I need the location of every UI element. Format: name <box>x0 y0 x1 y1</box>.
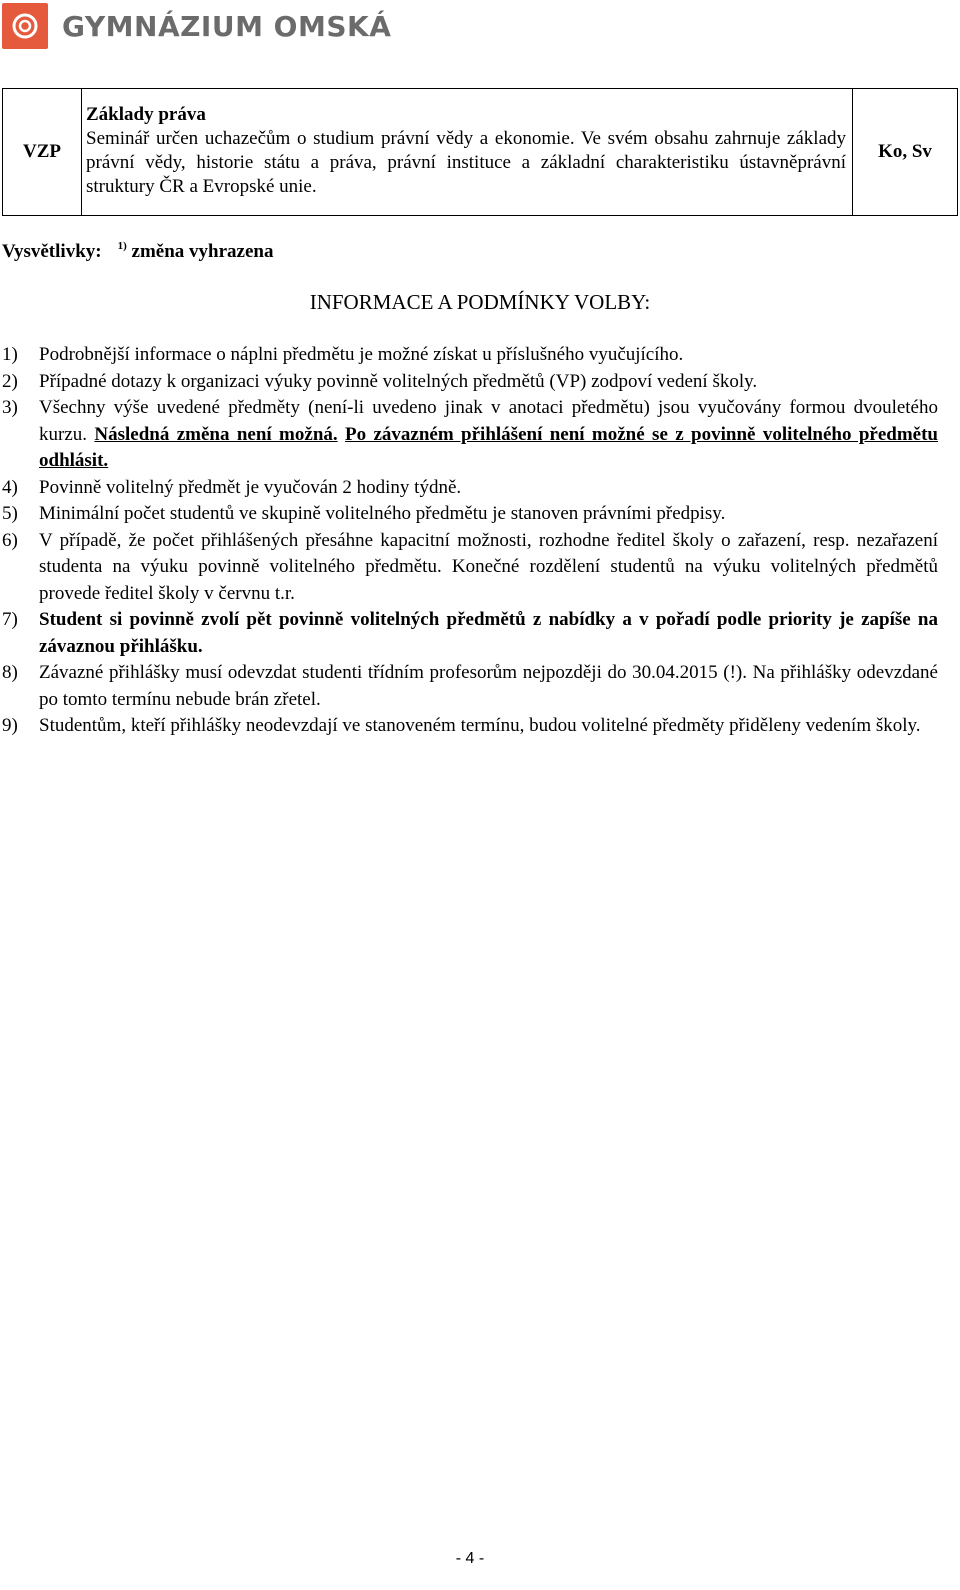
rule-text: Studentům, kteří přihlášky neodevzdají ve stanoveném termínu, budou volitelné předměty přiděleny vedením školy. <box>39 715 921 736</box>
legend-label: Vysvětlivky: <box>2 241 102 262</box>
rule-number: 4) <box>2 476 18 498</box>
list-item <box>2 528 938 608</box>
rule-text: Podrobnější informace o náplni předmětu je možné získat u příslušného vyučujícího. <box>39 344 684 365</box>
subject-teachers: Ko, Sv <box>853 89 958 216</box>
legend <box>2 240 273 263</box>
list-item <box>2 660 938 713</box>
list-item <box>2 342 938 369</box>
rule-number: 3) <box>2 397 18 418</box>
list-item <box>2 369 938 396</box>
list-item <box>2 395 938 475</box>
rule-text: Student si povinně zvolí pět povinně volitelných předmětů z nabídky a v pořadí podle priority je zapíše na závaznou přihlášku. <box>39 609 938 657</box>
legend-marker: 1) <box>117 240 127 252</box>
rule-number: 7) <box>2 609 18 630</box>
page-header <box>2 2 391 50</box>
rule-text: Závazné přihlášky musí odevzdat studenti třídním profesorům nejpozději do 30.04.2015 (!). Na přihlášky odevzdané po tomto termínu nebude brán zřetel. <box>39 662 938 710</box>
page-number: - 4 - <box>455 1550 485 1567</box>
school-name: GYMNÁZIUM OMSKÁ <box>62 9 392 43</box>
rule-text: Případné dotazy k organizaci výuky povinně volitelných předmětů (VP) zodpoví vedení školy. <box>39 370 758 392</box>
table-row <box>3 89 958 216</box>
rule-text: Všechny výše uvedené předměty (není-li uvedeno jinak v anotaci předmětu) jsou vyučovány formou dvouletého kurzu. <box>39 397 938 445</box>
list-item <box>2 607 938 660</box>
rule-number: 5) <box>2 503 18 524</box>
subject-title: Základy práva <box>86 104 206 125</box>
rule-text: Povinně volitelný předmět je vyučován 2 hodiny týdně. <box>39 476 462 498</box>
list-item <box>2 713 938 740</box>
school-logo-icon <box>2 3 48 49</box>
rules-list <box>2 342 938 740</box>
rule-emphasis: Po závazném přihlášení není možné se z povinně volitelného předmětu odhlásit. <box>39 423 939 471</box>
rule-number: 2) <box>2 370 18 392</box>
subject-table <box>2 88 958 216</box>
subject-description-cell <box>82 89 853 216</box>
rule-number: 9) <box>2 715 18 736</box>
rule-number: 6) <box>2 529 18 551</box>
list-item <box>2 475 938 502</box>
rule-text: Minimální počet studentů ve skupině volitelného předmětu je stanoven právními předpisy. <box>39 503 726 524</box>
legend-text: změna vyhrazena <box>131 241 274 262</box>
rule-number: 1) <box>2 344 18 365</box>
list-item <box>2 501 938 528</box>
info-heading: INFORMACE A PODMÍNKY VOLBY: <box>309 290 651 314</box>
rule-emphasis: Následná změna není možná. <box>94 423 338 445</box>
rule-text: V případě, že počet přihlášených přesáhne kapacitní možnosti, rozhodne ředitel školy o zařazení, resp. nezařazení studenta na výuku povinně volitelného předmětu. Konečné rozdělení studentů na výuku volitelných předmětů provede ředitel školy v červnu t.r. <box>39 529 938 604</box>
subject-description: Seminář určen uchazečům o studium právní vědy a ekonomie. Ve svém obsahu zahrnuje základy právní vědy, historie státu a práva, právní instituce a základní charakteristiku ústavněprávní struktury ČR a Evropské unie. <box>86 128 846 197</box>
rule-number: 8) <box>2 662 18 683</box>
subject-code: VZP <box>3 89 82 216</box>
